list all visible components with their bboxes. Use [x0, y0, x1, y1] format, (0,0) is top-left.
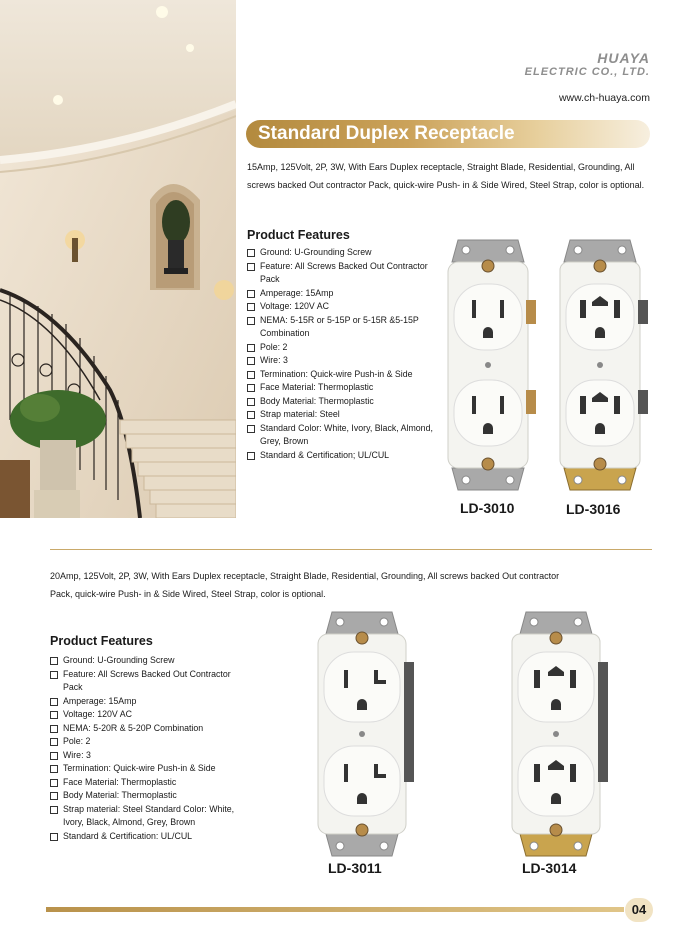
feature-text: Termination: Quick-wire Push-in & Side: [260, 368, 413, 379]
checkbox-square-icon: [247, 317, 255, 325]
page-title: Standard Duplex Receptacle: [258, 123, 515, 144]
feature-item: [247, 300, 433, 314]
features-heading-20amp: Product Features: [50, 634, 153, 648]
feature-text: Pole: 2: [260, 341, 288, 352]
feature-text: Face Material: Thermoplastic: [63, 776, 177, 787]
section-divider: [50, 549, 652, 550]
checkbox-square-icon: [247, 425, 255, 433]
feature-item: [247, 341, 433, 355]
page-number: 04: [625, 898, 653, 922]
brand-subtitle: ELECTRIC CO., LTD.: [524, 66, 650, 78]
checkbox-square-icon: [247, 344, 255, 352]
checkbox-square-icon: [247, 384, 255, 392]
checkbox-square-icon: [50, 792, 58, 800]
feature-text: Face Material: Thermoplastic: [260, 382, 374, 392]
checkbox-square-icon: [247, 398, 255, 406]
feature-item: [50, 654, 250, 668]
feature-text: Body Material: Thermoplastic: [260, 395, 374, 406]
feature-item: [50, 708, 250, 722]
features-list-20amp: [50, 654, 250, 843]
feature-text: Ground: U-Grounding Screw: [63, 655, 175, 665]
checkbox-square-icon: [247, 249, 255, 257]
feature-item: [50, 735, 250, 749]
feature-item: [50, 749, 250, 763]
feature-item: [50, 776, 250, 790]
title-banner: [246, 120, 650, 148]
footer-accent-bar: [46, 907, 624, 912]
feature-text: Voltage: 120V AC: [260, 301, 329, 311]
feature-text: Strap material: Steel: [260, 409, 340, 419]
feature-text: Feature: All Screws Backed Out Contractor Pack: [63, 668, 231, 692]
feature-item: [247, 449, 433, 463]
checkbox-square-icon: [247, 303, 255, 311]
checkbox-square-icon: [247, 263, 255, 271]
website-link[interactable]: www.ch-huaya.com: [558, 92, 650, 104]
feature-text: Feature: All Screws Backed Out Contractor Pack: [260, 260, 428, 284]
checkbox-square-icon: [247, 357, 255, 365]
feature-text: Strap material: Steel Standard Color: White, Ivory, Black, Almond, Grey, Brown: [63, 803, 235, 827]
checkbox-square-icon: [50, 671, 58, 679]
receptacle-image-ld-3011: [308, 612, 416, 856]
feature-text: NEMA: 5-15R or 5-15P or 5-15R &5-15P Combination: [260, 314, 419, 338]
checkbox-square-icon: [50, 711, 58, 719]
model-label-ld-3010: LD-3010: [460, 500, 515, 516]
feature-item: [247, 246, 433, 260]
feature-item: [247, 260, 433, 287]
feature-text: Wire: 3: [260, 355, 288, 365]
receptacle-image-ld-3010: [438, 240, 538, 490]
feature-text: Voltage: 120V AC: [63, 709, 132, 719]
feature-text: Amperage: 15Amp: [260, 287, 334, 298]
checkbox-square-icon: [247, 371, 255, 379]
feature-text: NEMA: 5-20R & 5-20P Combination: [63, 722, 204, 733]
feature-item: [247, 368, 433, 382]
checkbox-square-icon: [50, 725, 58, 733]
checkbox-square-icon: [50, 765, 58, 773]
checkbox-square-icon: [50, 738, 58, 746]
receptacle-image-ld-3016: [550, 240, 650, 490]
feature-text: Termination: Quick-wire Push-in & Side: [63, 763, 216, 773]
feature-text: Wire: 3: [63, 749, 91, 760]
checkbox-square-icon: [247, 411, 255, 419]
features-list-15amp: [247, 246, 433, 462]
interior-staircase-photo: [0, 0, 236, 518]
checkbox-square-icon: [50, 779, 58, 787]
model-label-ld-3014: LD-3014: [522, 860, 577, 876]
brand-name: HUAYA: [597, 50, 650, 66]
model-label-ld-3016: LD-3016: [566, 501, 621, 517]
feature-item: [50, 830, 250, 844]
feature-item: [50, 722, 250, 736]
product-description-15amp: 15Amp, 125Volt, 2P, 3W, With Ears Duplex receptacle, Straight Blade, Residential, Grounding, All screws backed Out contractor Pack, quick-wire Push- in & Side Wired, Steel Strap, color is optional.: [247, 162, 645, 190]
checkbox-square-icon: [50, 752, 58, 760]
feature-item: [247, 395, 433, 409]
checkbox-square-icon: [50, 657, 58, 665]
feature-text: Ground: U-Grounding Screw: [260, 247, 372, 257]
feature-text: Pole: 2: [63, 736, 91, 746]
features-heading-15amp: Product Features: [247, 228, 350, 242]
receptacle-image-ld-3014: [502, 612, 610, 856]
feature-item: [50, 803, 250, 830]
feature-text: Body Material: Thermoplastic: [63, 790, 177, 800]
checkbox-square-icon: [247, 452, 255, 460]
checkbox-square-icon: [50, 806, 58, 814]
model-label-ld-3011: LD-3011: [328, 860, 382, 876]
feature-text: Amperage: 15Amp: [63, 695, 137, 706]
feature-item: [247, 314, 433, 341]
feature-item: [50, 695, 250, 709]
feature-text: Standard Color: White, Ivory, Black, Almond, Grey, Brown: [260, 422, 433, 446]
feature-item: [247, 354, 433, 368]
product-description-20amp: 20Amp, 125Volt, 2P, 3W, With Ears Duplex receptacle, Straight Blade, Residential, Grounding, All screws backed Out contractor Pack, quick-wire Push- in & Side Wired, Steel Strap, color is optional.: [50, 571, 560, 599]
feature-item: [247, 381, 433, 395]
checkbox-square-icon: [50, 833, 58, 841]
feature-item: [50, 668, 250, 695]
feature-item: [247, 287, 433, 301]
checkbox-square-icon: [247, 290, 255, 298]
checkbox-square-icon: [50, 698, 58, 706]
feature-text: Standard & Certification; UL/CUL: [260, 449, 390, 460]
feature-item: [50, 762, 250, 776]
feature-item: [247, 408, 433, 422]
feature-item: [50, 789, 250, 803]
feature-item: [247, 422, 433, 449]
feature-text: Standard & Certification: UL/CUL: [63, 830, 193, 841]
